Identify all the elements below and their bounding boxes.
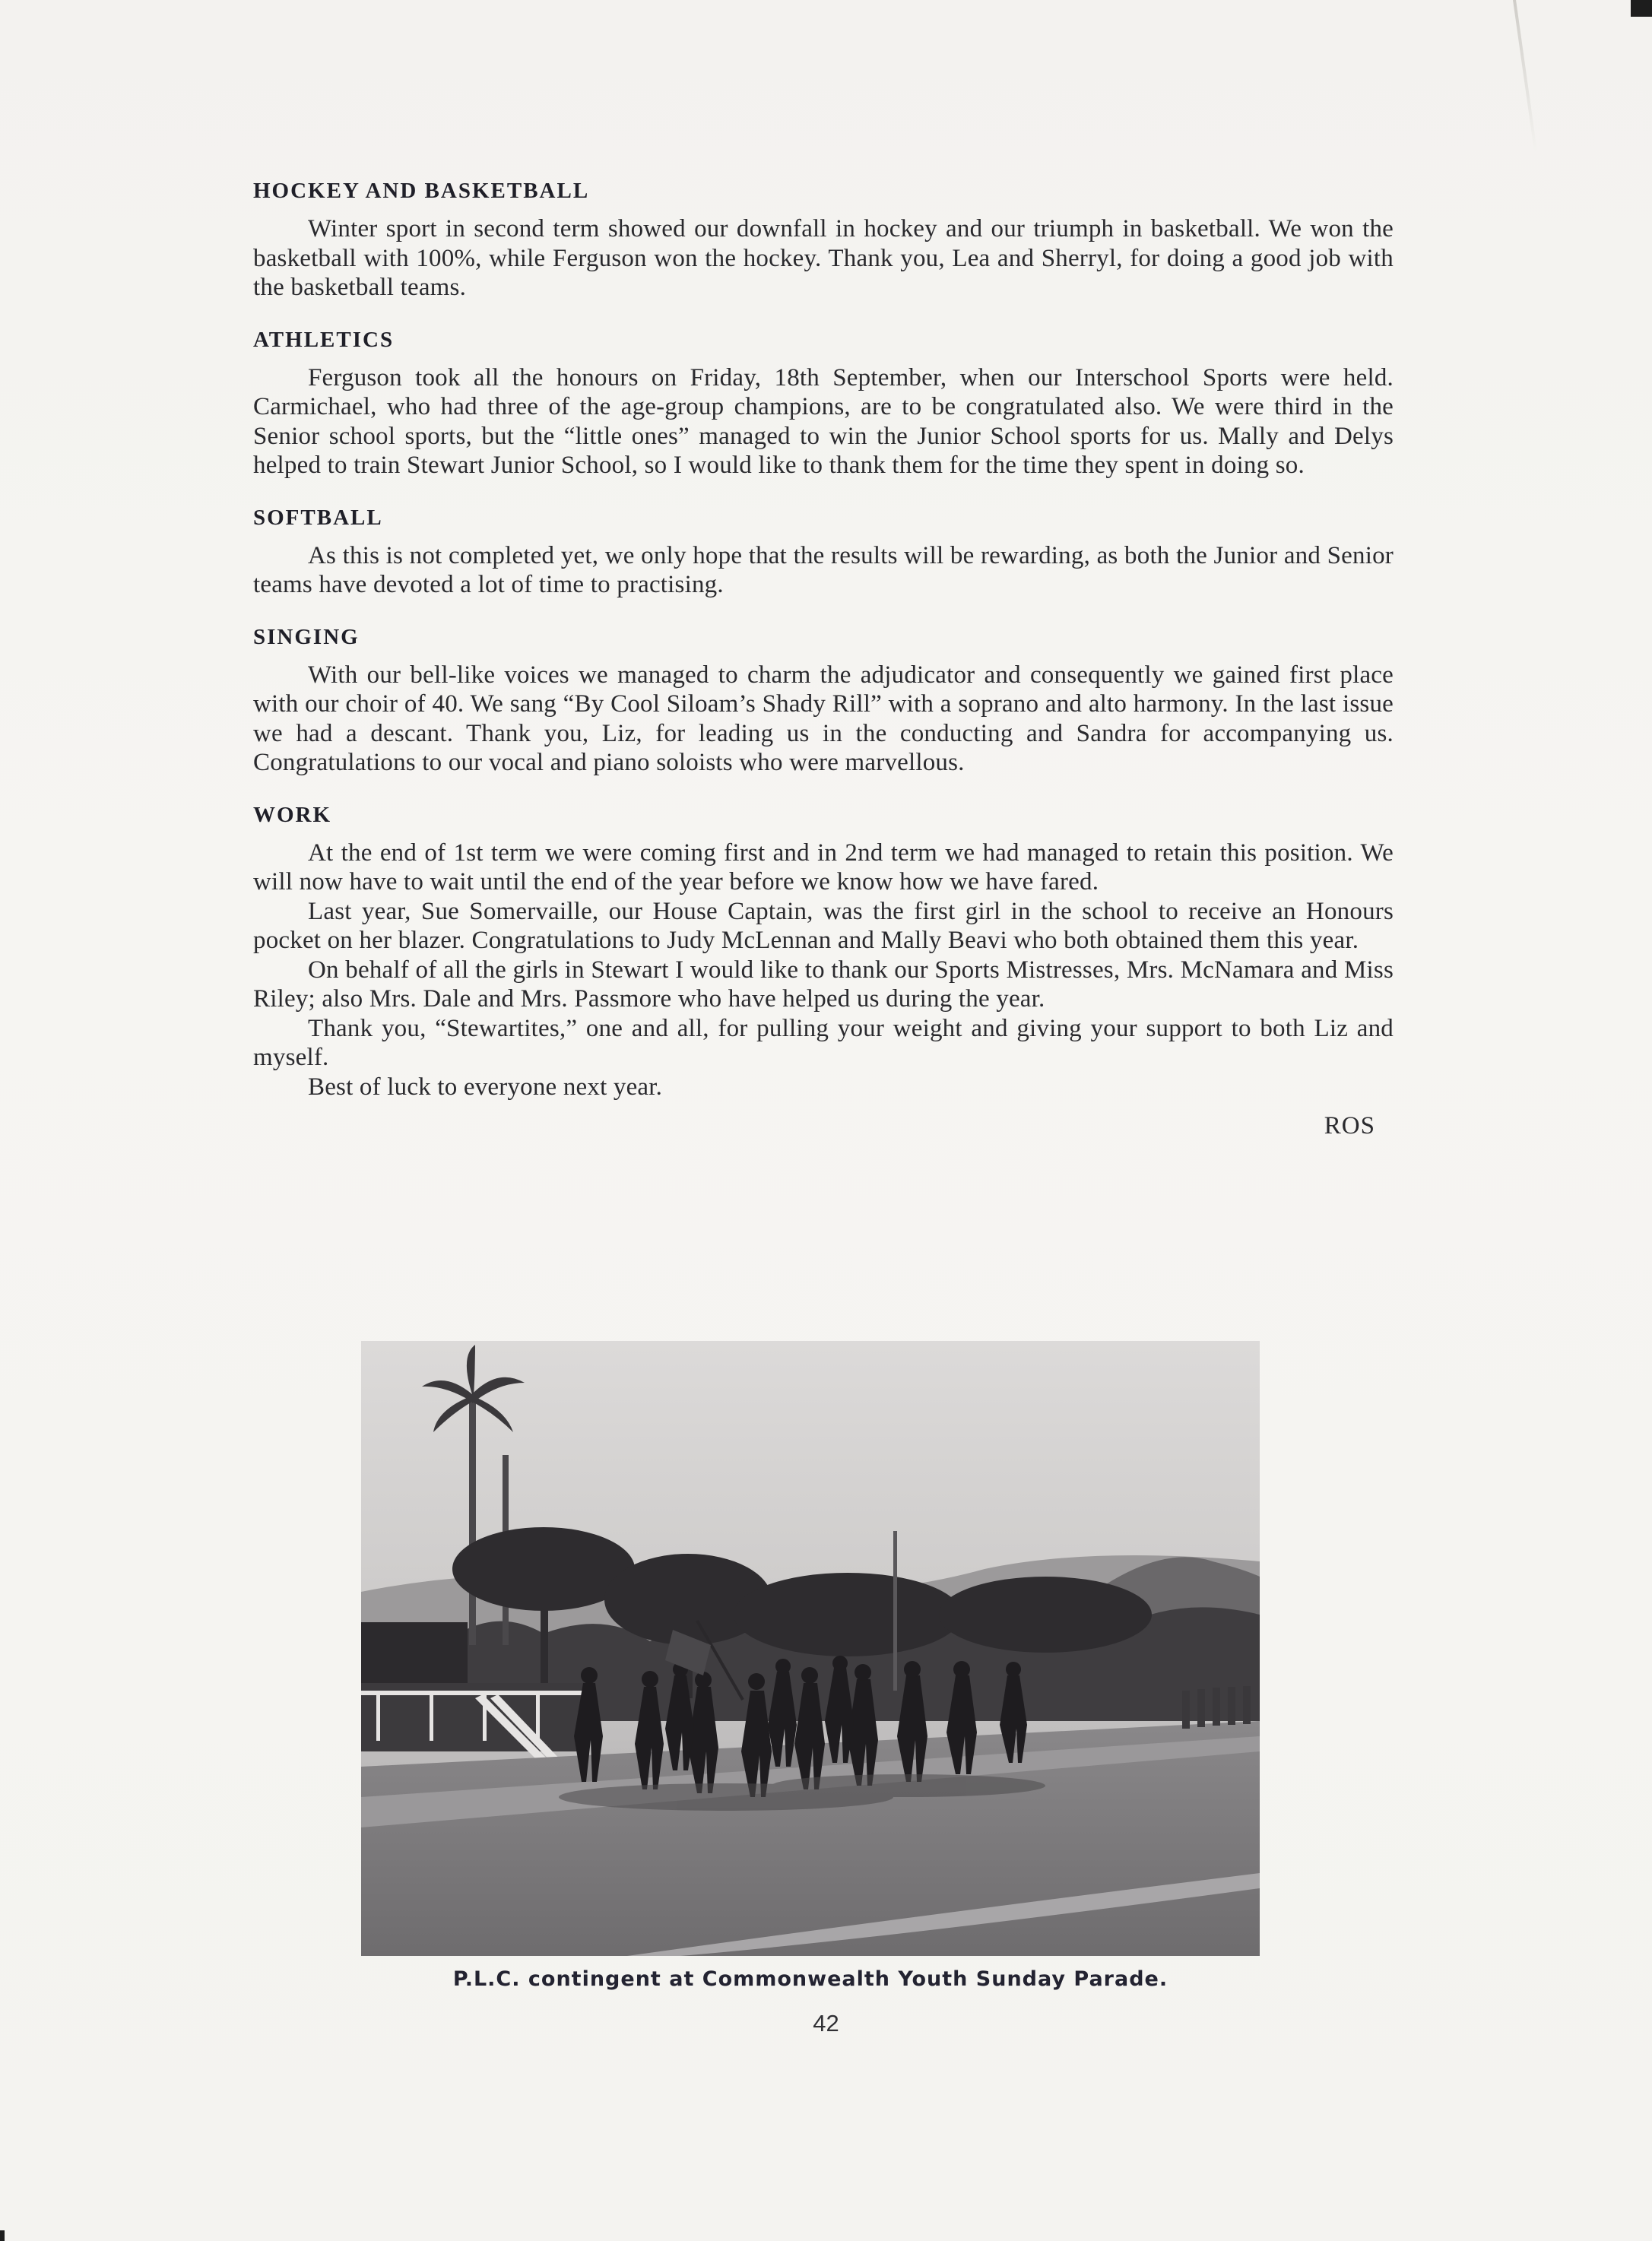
parade-photo-illustration — [361, 1341, 1260, 1956]
signature: ROS — [1324, 1112, 1375, 1140]
section-heading: WORK — [253, 802, 332, 827]
section-athletics — [253, 325, 1394, 480]
paragraph: Ferguson took all the honours on Friday, 18th September, when our Interschool Sports were held. Carmichael, who had three of the age-group champions, are to be congratulated also. We were third in the Senior school sports, but the “little ones” managed to win the Junior School sports for us. Mally and Delys helped to train Stewart Junior School, so I would like to thank them for the time they spent in doing so. — [253, 363, 1394, 479]
photo-caption: P.L.C. contingent at Commonwealth Youth Sunday Parade. — [452, 1967, 1168, 1991]
section-softball — [253, 503, 1394, 600]
page-number: 42 — [813, 2010, 839, 2037]
paragraph: As this is not completed yet, we only hope that the results will be rewarding, as both the Junior and Senior teams have devoted a lot of time to practising. — [253, 541, 1394, 598]
paragraph: Winter sport in second term showed our downfall in hockey and our triumph in basketball. We won the basketball with 100%, while Ferguson won the hockey. Thank you, Lea and Sherryl, for doing a good job with the basketball teams. — [253, 215, 1394, 301]
section-heading: ATHLETICS — [253, 327, 395, 352]
paragraph: At the end of 1st term we were coming first and in 2nd term we had managed to retain this position. We will now have to wait until the end of the year before we know how we have fared. — [253, 838, 1394, 895]
parade-photo — [361, 1341, 1260, 1956]
scan-corner-mark — [1631, 0, 1652, 17]
section-heading: HOCKEY AND BASKETBALL — [253, 179, 590, 203]
section-heading: SOFTBALL — [253, 505, 383, 530]
section-heading: SINGING — [253, 624, 360, 649]
paragraph: Best of luck to everyone next year. — [308, 1073, 663, 1101]
section-hockey-basketball — [253, 176, 1394, 303]
paragraph: On behalf of all the girls in Stewart I would like to thank our Sports Mistresses, Mrs. McNamara and Miss Riley; also Mrs. Dale and Mrs. Passmore who have helped us during the year. — [253, 956, 1394, 1013]
paragraph: With our bell-like voices we managed to charm the adjudicator and consequently we gained first place with our choir of 40. We sang “By Cool Siloam’s Shady Rill” with a soprano and alto harmony. In the last issue we had a descant. Thank you, Liz, for leading us in the conducting and Sandra for accompanying us. Congratulations to our vocal and piano soloists who were marvellous. — [253, 661, 1394, 776]
page-fold — [1513, 0, 1537, 151]
section-work — [253, 800, 1394, 1102]
paragraph: Last year, Sue Somervaille, our House Captain, was the first girl in the school to receive an Honours pocket on her blazer. Congratulations to Judy McLennan and Mally Beavi who both obtained them this year. — [253, 897, 1394, 954]
section-singing — [253, 623, 1394, 778]
paragraph: Thank you, “Stewartites,” one and all, for pulling your weight and giving your support to both Liz and myself. — [253, 1014, 1394, 1071]
scan-edge-mark — [0, 2230, 5, 2241]
article-column — [253, 176, 1394, 1140]
